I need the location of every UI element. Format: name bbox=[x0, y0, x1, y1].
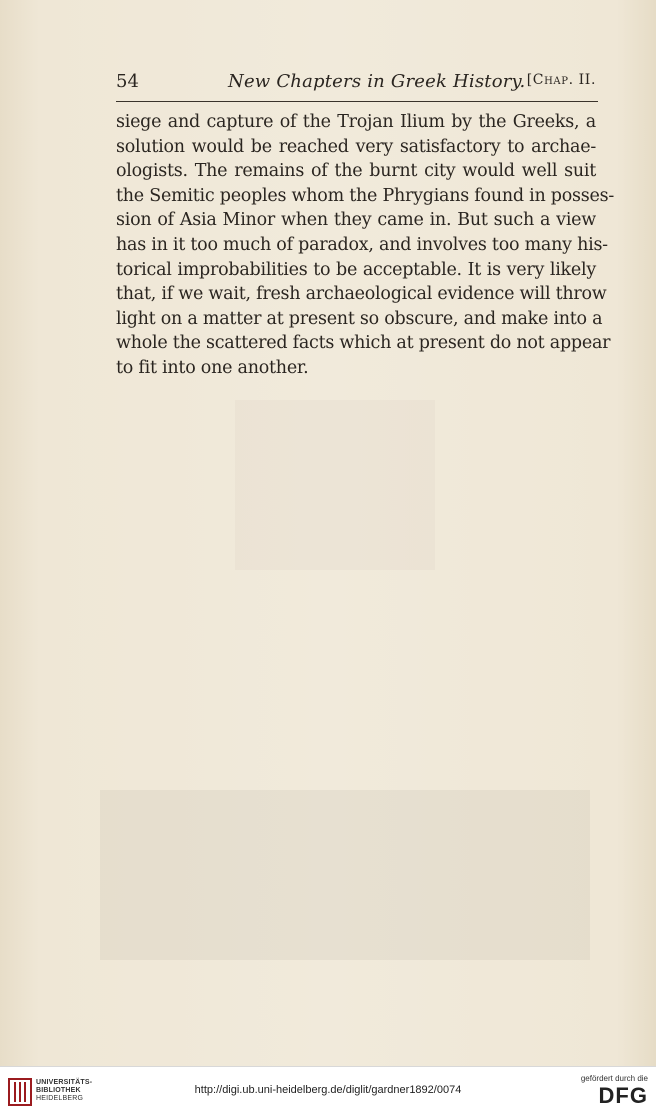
bleed-through-shade bbox=[100, 790, 590, 960]
text-line: ologists. The remains of the burnt city would well suit bbox=[116, 161, 596, 182]
running-header bbox=[116, 70, 598, 100]
text-line: whole the scattered facts which at present do not appear bbox=[116, 333, 611, 354]
bleed-through-figure bbox=[235, 400, 435, 570]
text-line-last: to fit into one another. bbox=[116, 357, 309, 378]
body-paragraph bbox=[116, 110, 615, 381]
text-line: light on a matter at present so obscure, and make into a bbox=[116, 308, 603, 329]
permalink-url[interactable]: http://digi.ub.uni-heidelberg.de/diglit/gardner1892/0074 bbox=[194, 1084, 462, 1096]
text-line: sion of Asia Minor when they came in. But such a view bbox=[116, 210, 596, 231]
text-line: that, if we wait, fresh archaeological evidence will throw bbox=[116, 284, 607, 305]
dfg-logo[interactable]: DFG bbox=[598, 1083, 648, 1108]
text-line: solution would be reached very satisfactory to archae- bbox=[116, 136, 596, 157]
page-number: 54 bbox=[116, 71, 139, 92]
header-rule bbox=[116, 101, 598, 102]
funding-caption: gefördert durch die bbox=[580, 1074, 648, 1083]
text-line: the Semitic peoples whom the Phrygians found in posses- bbox=[116, 185, 615, 206]
text-line: siege and capture of the Trojan Ilium by the Greeks, a bbox=[116, 112, 596, 132]
text-line: torical improbabilities to be acceptable. It is very likely bbox=[116, 259, 596, 280]
library-name: UNIVERSITÄTS- BIBLIOTHEK HEIDELBERG bbox=[36, 1079, 93, 1102]
funding-block bbox=[581, 1074, 648, 1109]
chapter-reference: [Chap. II. bbox=[526, 72, 596, 88]
viewer-footer bbox=[0, 1066, 656, 1116]
running-title: New Chapters in Greek History. bbox=[228, 71, 526, 92]
text-line: has in it too much of paradox, and involves too many his- bbox=[116, 234, 608, 255]
